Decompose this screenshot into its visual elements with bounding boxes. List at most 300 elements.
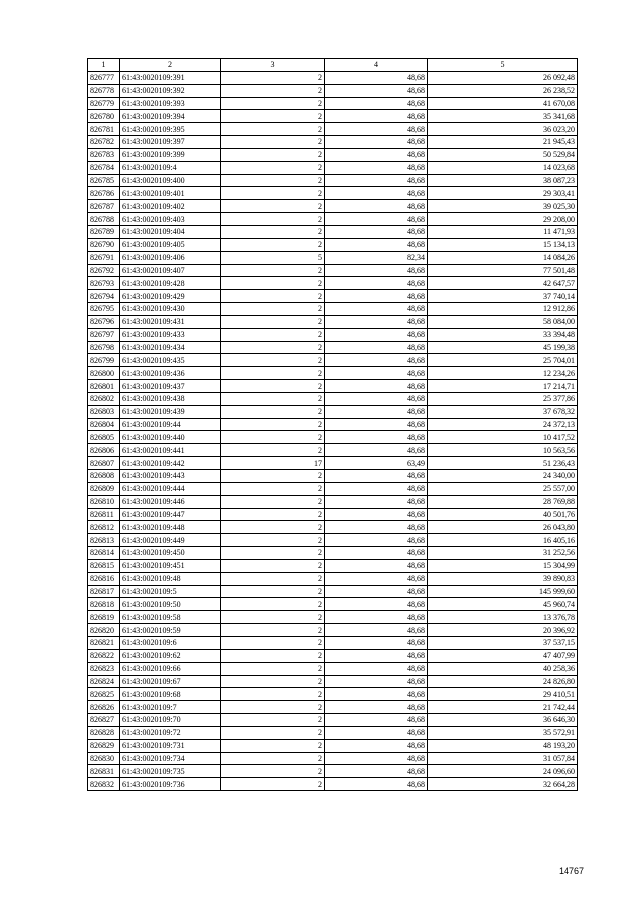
table-cell-col-5: 45 960,74 <box>428 598 578 611</box>
table-cell-col-5: 11 471,93 <box>428 225 578 238</box>
table-row <box>88 315 578 328</box>
table-cell-col-5: 36 023,20 <box>428 123 578 136</box>
table-cell-col-5: 10 417,52 <box>428 431 578 444</box>
table-cell-col-2: 61:43:0020109:392 <box>120 84 221 97</box>
table-row <box>88 367 578 380</box>
table-cell-col-2: 61:43:0020109:441 <box>120 444 221 457</box>
table-row <box>88 328 578 341</box>
table-cell-col-3: 2 <box>221 572 325 585</box>
table-cell-col-2: 61:43:0020109:401 <box>120 187 221 200</box>
table-row <box>88 714 578 727</box>
table-cell-col-2: 61:43:0020109:734 <box>120 752 221 765</box>
table-cell-col-2: 61:43:0020109:67 <box>120 675 221 688</box>
table-cell-col-4: 48,68 <box>325 174 428 187</box>
table-cell-col-3: 2 <box>221 778 325 791</box>
table-cell-col-4: 48,68 <box>325 714 428 727</box>
table-cell-col-2: 61:43:0020109:6 <box>120 636 221 649</box>
table-cell-col-5: 21 945,43 <box>428 136 578 149</box>
table-cell-col-5: 28 769,88 <box>428 495 578 508</box>
table-cell-col-5: 39 890,83 <box>428 572 578 585</box>
table-cell-col-1: 826821 <box>88 636 120 649</box>
table-cell-col-3: 2 <box>221 315 325 328</box>
table-cell-col-4: 48,68 <box>325 470 428 483</box>
table-cell-col-1: 826803 <box>88 405 120 418</box>
table-cell-col-2: 61:43:0020109:433 <box>120 328 221 341</box>
table-cell-col-2: 61:43:0020109:403 <box>120 213 221 226</box>
table-cell-col-3: 2 <box>221 354 325 367</box>
table-cell-col-1: 826783 <box>88 148 120 161</box>
table-cell-col-1: 826822 <box>88 649 120 662</box>
table-cell-col-5: 20 396,92 <box>428 624 578 637</box>
table-row <box>88 572 578 585</box>
table-row <box>88 495 578 508</box>
table-cell-col-4: 48,68 <box>325 444 428 457</box>
page-number: 14767 <box>558 866 584 876</box>
table-cell-col-1: 826779 <box>88 97 120 110</box>
table-cell-col-2: 61:43:0020109:59 <box>120 624 221 637</box>
table-cell-col-2: 61:43:0020109:438 <box>120 392 221 405</box>
table-cell-col-3: 2 <box>221 444 325 457</box>
table-cell-col-3: 2 <box>221 701 325 714</box>
table-cell-col-1: 826815 <box>88 559 120 572</box>
table-cell-col-4: 48,68 <box>325 71 428 84</box>
table-row <box>88 380 578 393</box>
table-cell-col-1: 826817 <box>88 585 120 598</box>
table-cell-col-1: 826824 <box>88 675 120 688</box>
table-row <box>88 585 578 598</box>
table-cell-col-2: 61:43:0020109:443 <box>120 470 221 483</box>
table-row <box>88 213 578 226</box>
table-cell-col-2: 61:43:0020109:406 <box>120 251 221 264</box>
table-cell-col-4: 48,68 <box>325 482 428 495</box>
table-cell-col-1: 826791 <box>88 251 120 264</box>
table-cell-col-4: 48,68 <box>325 136 428 149</box>
table-cell-col-4: 48,68 <box>325 585 428 598</box>
table-row <box>88 71 578 84</box>
table-cell-col-4: 48,68 <box>325 739 428 752</box>
table-cell-col-1: 826826 <box>88 701 120 714</box>
table-row <box>88 264 578 277</box>
table-cell-col-4: 48,68 <box>325 97 428 110</box>
table-cell-col-4: 48,68 <box>325 213 428 226</box>
table-cell-col-4: 48,68 <box>325 547 428 560</box>
table-cell-col-2: 61:43:0020109:397 <box>120 136 221 149</box>
table-cell-col-2: 61:43:0020109:394 <box>120 110 221 123</box>
table-cell-col-4: 63,49 <box>325 457 428 470</box>
table-cell-col-5: 14 023,68 <box>428 161 578 174</box>
table-cell-col-4: 48,68 <box>325 726 428 739</box>
table-row <box>88 136 578 149</box>
table-cell-col-1: 826825 <box>88 688 120 701</box>
table-cell-col-5: 31 252,56 <box>428 547 578 560</box>
table-row <box>88 739 578 752</box>
table-row <box>88 187 578 200</box>
table-cell-col-2: 61:43:0020109:430 <box>120 303 221 316</box>
table-cell-col-4: 48,68 <box>325 418 428 431</box>
table-row <box>88 636 578 649</box>
table-cell-col-4: 48,68 <box>325 123 428 136</box>
table-cell-col-4: 48,68 <box>325 238 428 251</box>
table-cell-col-3: 2 <box>221 585 325 598</box>
table-cell-col-1: 826795 <box>88 303 120 316</box>
table-cell-col-4: 48,68 <box>325 611 428 624</box>
table-cell-col-3: 2 <box>221 559 325 572</box>
table-cell-col-1: 826798 <box>88 341 120 354</box>
table-cell-col-3: 2 <box>221 649 325 662</box>
table-row <box>88 688 578 701</box>
table-cell-col-2: 61:43:0020109:435 <box>120 354 221 367</box>
table-row <box>88 559 578 572</box>
table-row <box>88 277 578 290</box>
table-cell-col-3: 2 <box>221 547 325 560</box>
table-cell-col-2: 61:43:0020109:442 <box>120 457 221 470</box>
table-cell-col-3: 2 <box>221 675 325 688</box>
table-cell-col-5: 33 394,48 <box>428 328 578 341</box>
table-cell-col-2: 61:43:0020109:434 <box>120 341 221 354</box>
table-row <box>88 624 578 637</box>
table-cell-col-2: 61:43:0020109:68 <box>120 688 221 701</box>
table-cell-col-4: 48,68 <box>325 392 428 405</box>
table-row <box>88 148 578 161</box>
table-cell-col-3: 2 <box>221 71 325 84</box>
table-body <box>88 71 578 790</box>
table-cell-col-5: 26 043,80 <box>428 521 578 534</box>
table-cell-col-4: 48,68 <box>325 84 428 97</box>
table-row <box>88 457 578 470</box>
table-cell-col-1: 826830 <box>88 752 120 765</box>
table-cell-col-4: 48,68 <box>325 752 428 765</box>
table-cell-col-3: 2 <box>221 405 325 418</box>
table-cell-col-1: 826799 <box>88 354 120 367</box>
table-row <box>88 444 578 457</box>
table-cell-col-4: 48,68 <box>325 778 428 791</box>
table-cell-col-4: 82,34 <box>325 251 428 264</box>
table-cell-col-4: 48,68 <box>325 315 428 328</box>
table-cell-col-4: 48,68 <box>325 290 428 303</box>
table-cell-col-5: 77 501,48 <box>428 264 578 277</box>
table-cell-col-3: 2 <box>221 534 325 547</box>
table-cell-col-2: 61:43:0020109:391 <box>120 71 221 84</box>
data-table <box>87 58 578 791</box>
table-cell-col-2: 61:43:0020109:70 <box>120 714 221 727</box>
table-cell-col-3: 2 <box>221 367 325 380</box>
table-cell-col-2: 61:43:0020109:449 <box>120 534 221 547</box>
table-cell-col-1: 826823 <box>88 662 120 675</box>
table-cell-col-1: 826796 <box>88 315 120 328</box>
table-row <box>88 482 578 495</box>
table-cell-col-1: 826808 <box>88 470 120 483</box>
table-cell-col-1: 826802 <box>88 392 120 405</box>
table-row <box>88 123 578 136</box>
table-cell-col-5: 42 647,57 <box>428 277 578 290</box>
table-cell-col-3: 2 <box>221 174 325 187</box>
table-cell-col-5: 16 405,16 <box>428 534 578 547</box>
table-cell-col-4: 48,68 <box>325 148 428 161</box>
table-cell-col-4: 48,68 <box>325 521 428 534</box>
table-cell-col-3: 2 <box>221 213 325 226</box>
table-cell-col-1: 826813 <box>88 534 120 547</box>
table-cell-col-1: 826827 <box>88 714 120 727</box>
table-row <box>88 521 578 534</box>
table-cell-col-5: 40 258,36 <box>428 662 578 675</box>
table-cell-col-1: 826785 <box>88 174 120 187</box>
table-row <box>88 765 578 778</box>
table-cell-col-4: 48,68 <box>325 380 428 393</box>
table-cell-col-3: 2 <box>221 662 325 675</box>
table-cell-col-1: 826806 <box>88 444 120 457</box>
table-row <box>88 392 578 405</box>
table-cell-col-5: 35 572,91 <box>428 726 578 739</box>
table-cell-col-3: 2 <box>221 303 325 316</box>
table-cell-col-3: 2 <box>221 495 325 508</box>
table-cell-col-1: 826788 <box>88 213 120 226</box>
table-cell-col-5: 12 912,86 <box>428 303 578 316</box>
table-cell-col-4: 48,68 <box>325 649 428 662</box>
table-cell-col-4: 48,68 <box>325 367 428 380</box>
table-header-row <box>88 59 578 72</box>
table-cell-col-4: 48,68 <box>325 688 428 701</box>
column-header-2: 2 <box>120 59 221 72</box>
table-cell-col-2: 61:43:0020109:44 <box>120 418 221 431</box>
table-cell-col-4: 48,68 <box>325 341 428 354</box>
table-cell-col-3: 5 <box>221 251 325 264</box>
table-cell-col-4: 48,68 <box>325 277 428 290</box>
table-cell-col-3: 2 <box>221 277 325 290</box>
table-cell-col-1: 826831 <box>88 765 120 778</box>
table-cell-col-3: 17 <box>221 457 325 470</box>
table-cell-col-2: 61:43:0020109:405 <box>120 238 221 251</box>
table-cell-col-5: 21 742,44 <box>428 701 578 714</box>
table-cell-col-5: 29 410,51 <box>428 688 578 701</box>
table-cell-col-5: 13 376,78 <box>428 611 578 624</box>
table-cell-col-3: 2 <box>221 714 325 727</box>
table-cell-col-5: 35 341,68 <box>428 110 578 123</box>
table-cell-col-4: 48,68 <box>325 110 428 123</box>
table-cell-col-3: 2 <box>221 148 325 161</box>
table-row <box>88 97 578 110</box>
table-row <box>88 534 578 547</box>
table-cell-col-1: 826832 <box>88 778 120 791</box>
column-header-1: 1 <box>88 59 120 72</box>
table-cell-col-1: 826801 <box>88 380 120 393</box>
table-cell-col-1: 826804 <box>88 418 120 431</box>
table-cell-col-4: 48,68 <box>325 559 428 572</box>
table-row <box>88 662 578 675</box>
table-cell-col-3: 2 <box>221 508 325 521</box>
table-cell-col-1: 826811 <box>88 508 120 521</box>
table-cell-col-1: 826800 <box>88 367 120 380</box>
table-row <box>88 405 578 418</box>
table-cell-col-4: 48,68 <box>325 431 428 444</box>
table-cell-col-2: 61:43:0020109:731 <box>120 739 221 752</box>
table-cell-col-5: 47 407,99 <box>428 649 578 662</box>
table-cell-col-3: 2 <box>221 431 325 444</box>
table-cell-col-2: 61:43:0020109:48 <box>120 572 221 585</box>
table-cell-col-5: 48 193,20 <box>428 739 578 752</box>
table-cell-col-1: 826782 <box>88 136 120 149</box>
table-cell-col-4: 48,68 <box>325 534 428 547</box>
table-cell-col-2: 61:43:0020109:429 <box>120 290 221 303</box>
table-cell-col-2: 61:43:0020109:736 <box>120 778 221 791</box>
table-row <box>88 238 578 251</box>
table-cell-col-1: 826780 <box>88 110 120 123</box>
table-cell-col-5: 24 372,13 <box>428 418 578 431</box>
table-cell-col-1: 826786 <box>88 187 120 200</box>
table-cell-col-3: 2 <box>221 264 325 277</box>
table-cell-col-3: 2 <box>221 482 325 495</box>
table-row <box>88 251 578 264</box>
table-cell-col-2: 61:43:0020109:735 <box>120 765 221 778</box>
table-cell-col-4: 48,68 <box>325 328 428 341</box>
table-cell-col-4: 48,68 <box>325 405 428 418</box>
table-cell-col-2: 61:43:0020109:62 <box>120 649 221 662</box>
table-cell-col-2: 61:43:0020109:450 <box>120 547 221 560</box>
table-cell-col-1: 826816 <box>88 572 120 585</box>
table-cell-col-1: 826828 <box>88 726 120 739</box>
table-cell-col-1: 826790 <box>88 238 120 251</box>
table-cell-col-1: 826812 <box>88 521 120 534</box>
table-cell-col-4: 48,68 <box>325 598 428 611</box>
table-cell-col-1: 826784 <box>88 161 120 174</box>
table-cell-col-1: 826793 <box>88 277 120 290</box>
table-row <box>88 418 578 431</box>
table-cell-col-1: 826789 <box>88 225 120 238</box>
table-cell-col-1: 826809 <box>88 482 120 495</box>
table-cell-col-3: 2 <box>221 688 325 701</box>
table-cell-col-2: 61:43:0020109:50 <box>120 598 221 611</box>
table-cell-col-2: 61:43:0020109:440 <box>120 431 221 444</box>
table-cell-col-5: 37 537,15 <box>428 636 578 649</box>
table-cell-col-1: 826794 <box>88 290 120 303</box>
table-cell-col-1: 826792 <box>88 264 120 277</box>
table-cell-col-5: 25 377,86 <box>428 392 578 405</box>
table-cell-col-5: 51 236,43 <box>428 457 578 470</box>
table-cell-col-4: 48,68 <box>325 572 428 585</box>
table-cell-col-5: 37 740,14 <box>428 290 578 303</box>
table-row <box>88 598 578 611</box>
table-cell-col-2: 61:43:0020109:451 <box>120 559 221 572</box>
table-row <box>88 752 578 765</box>
table-cell-col-1: 826805 <box>88 431 120 444</box>
table-cell-col-3: 2 <box>221 84 325 97</box>
table-cell-col-5: 10 563,56 <box>428 444 578 457</box>
table-cell-col-5: 58 084,00 <box>428 315 578 328</box>
table-cell-col-3: 2 <box>221 380 325 393</box>
table-row <box>88 508 578 521</box>
table-cell-col-3: 2 <box>221 624 325 637</box>
table-cell-col-5: 29 208,00 <box>428 213 578 226</box>
table-cell-col-3: 2 <box>221 598 325 611</box>
table-cell-col-4: 48,68 <box>325 200 428 213</box>
table-cell-col-4: 48,68 <box>325 662 428 675</box>
table-cell-col-5: 25 704,01 <box>428 354 578 367</box>
table-cell-col-2: 61:43:0020109:437 <box>120 380 221 393</box>
table-cell-col-2: 61:43:0020109:436 <box>120 367 221 380</box>
table-cell-col-5: 38 087,23 <box>428 174 578 187</box>
table-cell-col-2: 61:43:0020109:66 <box>120 662 221 675</box>
table-cell-col-2: 61:43:0020109:402 <box>120 200 221 213</box>
table-cell-col-1: 826814 <box>88 547 120 560</box>
table-row <box>88 431 578 444</box>
table-cell-col-5: 37 678,32 <box>428 405 578 418</box>
table-row <box>88 174 578 187</box>
table-row <box>88 675 578 688</box>
table-cell-col-3: 2 <box>221 470 325 483</box>
table-cell-col-5: 15 304,99 <box>428 559 578 572</box>
table-cell-col-4: 48,68 <box>325 354 428 367</box>
table-cell-col-3: 2 <box>221 161 325 174</box>
table-cell-col-4: 48,68 <box>325 765 428 778</box>
table-cell-col-4: 48,68 <box>325 508 428 521</box>
table-cell-col-2: 61:43:0020109:72 <box>120 726 221 739</box>
table-cell-col-2: 61:43:0020109:393 <box>120 97 221 110</box>
table-cell-col-2: 61:43:0020109:7 <box>120 701 221 714</box>
table-cell-col-5: 17 214,71 <box>428 380 578 393</box>
table-cell-col-2: 61:43:0020109:400 <box>120 174 221 187</box>
table-cell-col-4: 48,68 <box>325 675 428 688</box>
table-cell-col-5: 24 096,60 <box>428 765 578 778</box>
table-cell-col-3: 2 <box>221 341 325 354</box>
table-cell-col-5: 36 646,30 <box>428 714 578 727</box>
table-cell-col-4: 48,68 <box>325 161 428 174</box>
table-cell-col-2: 61:43:0020109:447 <box>120 508 221 521</box>
table-cell-col-5: 41 670,08 <box>428 97 578 110</box>
table-cell-col-5: 26 238,52 <box>428 84 578 97</box>
table-cell-col-5: 15 134,13 <box>428 238 578 251</box>
table-cell-col-3: 2 <box>221 97 325 110</box>
table-cell-col-2: 61:43:0020109:431 <box>120 315 221 328</box>
column-header-4: 4 <box>325 59 428 72</box>
table-cell-col-4: 48,68 <box>325 636 428 649</box>
table-row <box>88 354 578 367</box>
table-cell-col-3: 2 <box>221 136 325 149</box>
table-cell-col-2: 61:43:0020109:404 <box>120 225 221 238</box>
table-cell-col-3: 2 <box>221 187 325 200</box>
table-cell-col-3: 2 <box>221 225 325 238</box>
table-cell-col-3: 2 <box>221 110 325 123</box>
table-cell-col-3: 2 <box>221 238 325 251</box>
table-cell-col-2: 61:43:0020109:4 <box>120 161 221 174</box>
table-cell-col-5: 24 826,80 <box>428 675 578 688</box>
table-row <box>88 200 578 213</box>
table-cell-col-5: 29 303,41 <box>428 187 578 200</box>
table-cell-col-1: 826820 <box>88 624 120 637</box>
table-cell-col-3: 2 <box>221 765 325 778</box>
table-row <box>88 701 578 714</box>
table-row <box>88 110 578 123</box>
table-row <box>88 649 578 662</box>
table-row <box>88 290 578 303</box>
table-cell-col-2: 61:43:0020109:5 <box>120 585 221 598</box>
table-cell-col-5: 14 084,26 <box>428 251 578 264</box>
column-header-3: 3 <box>221 59 325 72</box>
table-cell-col-1: 826819 <box>88 611 120 624</box>
table-cell-col-3: 2 <box>221 290 325 303</box>
table-cell-col-2: 61:43:0020109:395 <box>120 123 221 136</box>
table-cell-col-2: 61:43:0020109:407 <box>120 264 221 277</box>
table-row <box>88 726 578 739</box>
table-row <box>88 611 578 624</box>
table-cell-col-5: 24 340,00 <box>428 470 578 483</box>
table-cell-col-1: 826829 <box>88 739 120 752</box>
table-cell-col-5: 25 557,00 <box>428 482 578 495</box>
table-cell-col-5: 12 234,26 <box>428 367 578 380</box>
table-cell-col-5: 145 999,60 <box>428 585 578 598</box>
table-row <box>88 470 578 483</box>
table-row <box>88 303 578 316</box>
table-cell-col-5: 45 199,38 <box>428 341 578 354</box>
table-cell-col-3: 2 <box>221 392 325 405</box>
